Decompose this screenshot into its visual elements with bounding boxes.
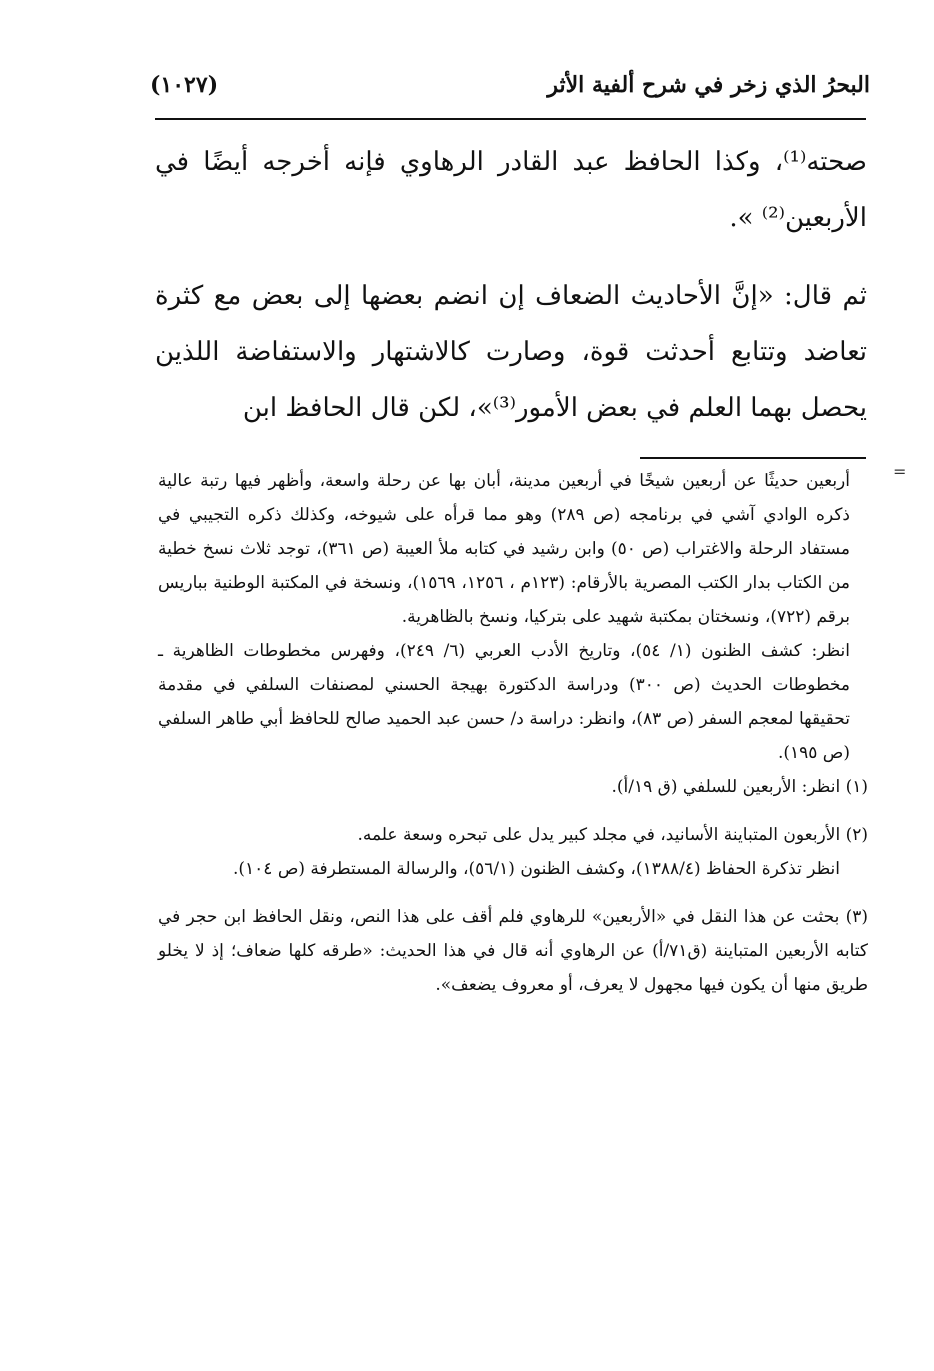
- footnote-continuation-1: أربعين حديثًا عن أربعين شيخًا في أربعين مدينة، أبان بها عن رحلة واسعة، وأظهر فيها رتبة عالية ذكره الوادي آشي في برنامجه (ص ٢٨٩) وهو مما قرأه على شيوخه، وكذلك ذكره التجيبي في مستفاد الرحلة والاغتراب (ص ٥٠) وابن رشيد في كتابه ملأ العيبة (ص ٣٦١)، توجد ثلاث نسخ خطية من الكتاب بدار الكتب المصرية بالأرقام: (١٢٣م ، ١٢٥٦، ١٥٦٩)، ونسخة في المكتبة الوطنية بباريس برقم (٧٢٢)، ونسختان بمكتبة شهيد على بتركيا، ونسخ بالظاهرية.: [158, 471, 850, 627]
- running-title: البحرُ الذي زخر في شرح ألفية الأثر: [547, 72, 870, 98]
- main-text: [155, 134, 867, 436]
- footnote-2: (٢) الأربعون المتباينة الأسانيد، في مجلد كبير يدل على تبحره وسعة علمه.: [357, 825, 868, 845]
- page-number: (١٠٢٧): [150, 72, 219, 98]
- footnote-separator: [640, 457, 866, 459]
- continuation-mark: =: [893, 462, 907, 481]
- footnote-continuation-2: انظر: كشف الظنون (١/ ٥٤)، وتاريخ الأدب العربي (٦/ ٢٤٩)، وفهرس مخطوطات الظاهرية ـ مخطوطات الحديث (ص ٣٠٠) ودراسة الدكتورة بهيجة الحسني لمصنفات السلفي في مقدمة تحقيقها لمعجم السفر (ص ٨٣)، وانظر: دراسة د/ حسن عبد الحميد صالح للحافظ أبي طاهر السلفي (ص ١٩٥).: [158, 641, 851, 763]
- header-rule: [155, 118, 866, 120]
- footnote-2-reference: انظر تذكرة الحفاظ (١٣٨٨/٤)، وكشف الظنون (٥٦/١)، والرسالة المستطرفة (ص ١٠٤).: [232, 859, 840, 879]
- page-header: [150, 66, 870, 116]
- body-paragraph-1: صحته⁽¹⁾، وكذا الحافظ عبد القادر الرهاوي فإنه أخرجه أيضًا في الأربعين⁽²⁾ ».: [155, 147, 867, 233]
- footnote-3: (٣) بحثت عن هذا النقل في «الأربعين» للرهاوي فلم أقف على هذا النص، ونقل الحافظ ابن حجر في كتابه الأربعين المتباينة (ق٧١/أ) عن الرهاوي أنه قال في هذا الحديث: «طرقه كلها ضعاف؛ إذ لا يخلو طريق منها أن يكون فيها مجهول لا يعرف، أو معروف يضعف».: [158, 907, 868, 995]
- body-paragraph-2: ثم قال: «إنَّ الأحاديث الضعاف إن انضم بعضها إلى بعض مع كثرة تعاضد وتتابع أحدثت قوة، وصارت كالاشتهار والاستفاضة اللذين يحصل بهما العلم في بعض الأمور⁽³⁾»، لكن قال الحافظ ابن: [155, 281, 867, 423]
- footnote-1: (١) انظر: الأربعين للسلفي (ق ١٩/أ).: [611, 777, 868, 797]
- footnotes: [158, 464, 868, 1002]
